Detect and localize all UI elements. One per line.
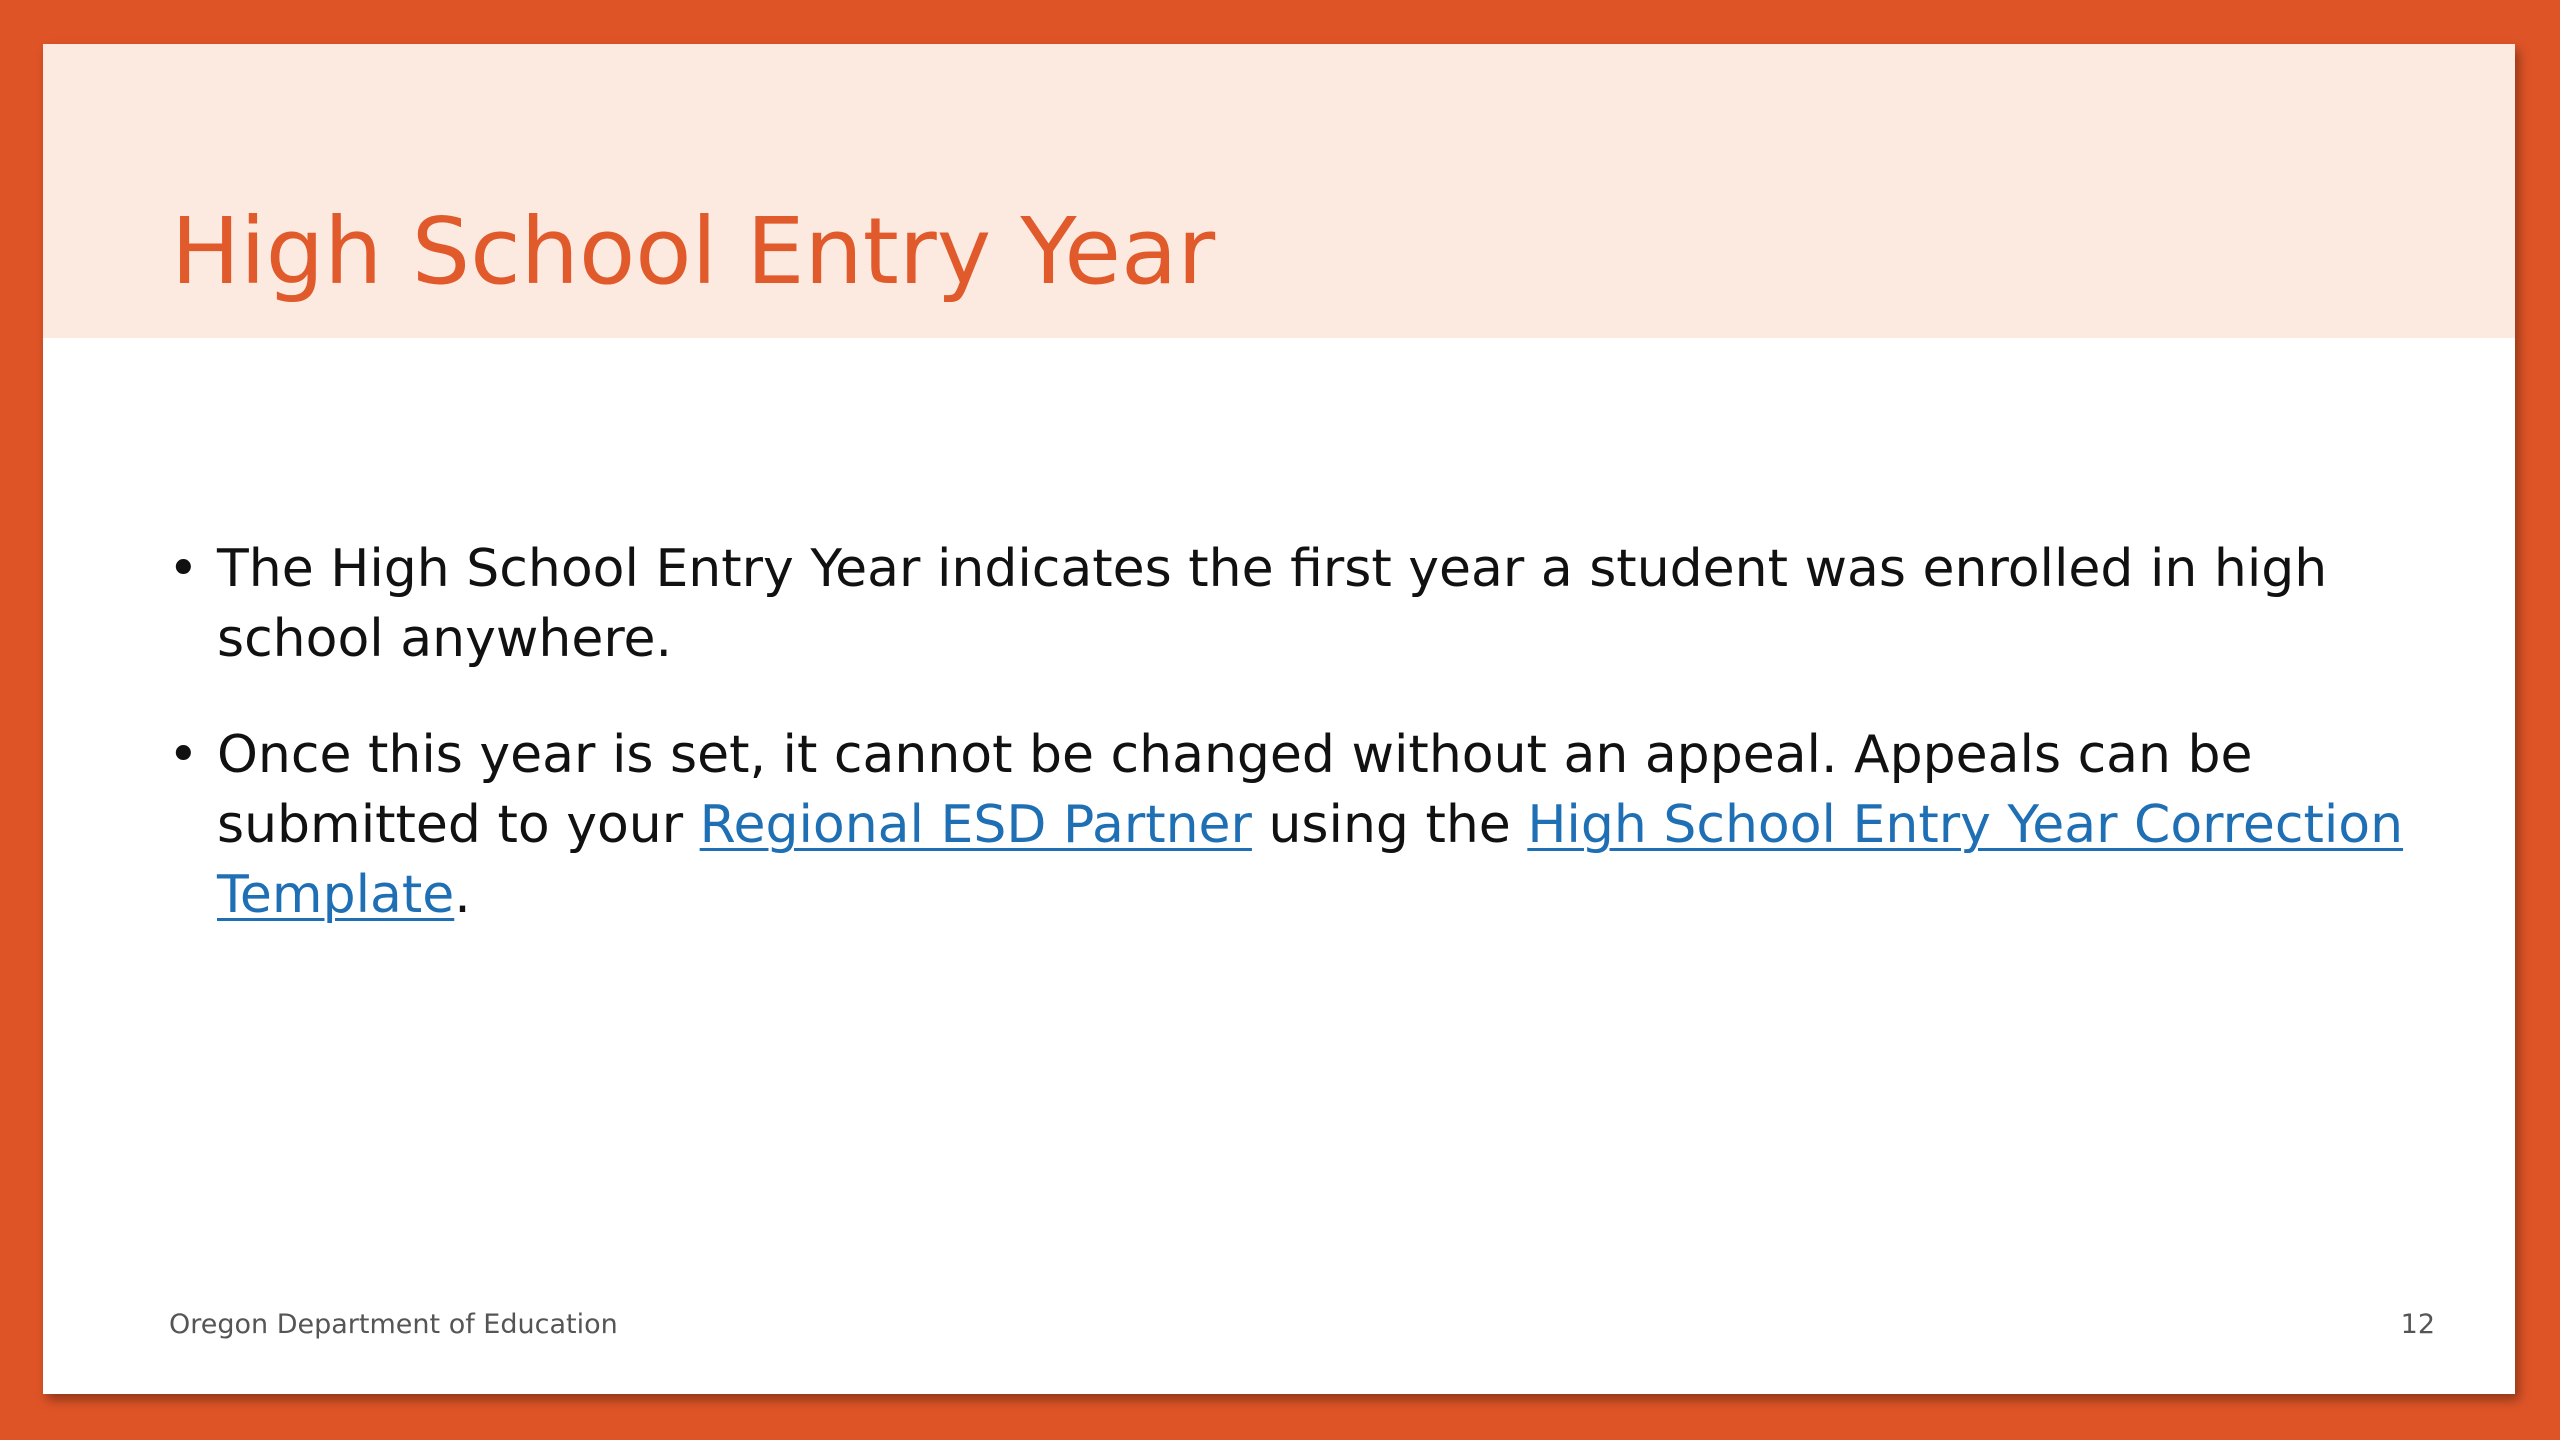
correction-template-link[interactable]: High School Entry Year Correction Template <box>217 795 2404 925</box>
bullet-list <box>168 534 2448 976</box>
bullet-item-entry-year-definition <box>168 534 2448 674</box>
slide-title: High School Entry Year <box>171 198 1216 305</box>
bullet-text-part1: Once this year is set, it cannot be changed without an appeal. Appeals can be submitted to your <box>217 725 2253 855</box>
regional-esd-partner-link[interactable]: Regional ESD Partner <box>699 795 1252 855</box>
slide <box>43 44 2515 1394</box>
bullet-symbol: • <box>168 539 199 599</box>
bullet-text: The High School Entry Year indicates the first year a student was enrolled in high school anywhere. <box>217 539 2328 669</box>
slide-number: 12 <box>2400 1309 2435 1340</box>
bullet-text-part3: . <box>454 865 471 925</box>
bullet-item-appeal-process <box>168 720 2448 930</box>
bullet-text-part2: using the <box>1251 795 1528 855</box>
footer-organization: Oregon Department of Education <box>169 1309 618 1340</box>
bullet-symbol: • <box>168 725 199 785</box>
